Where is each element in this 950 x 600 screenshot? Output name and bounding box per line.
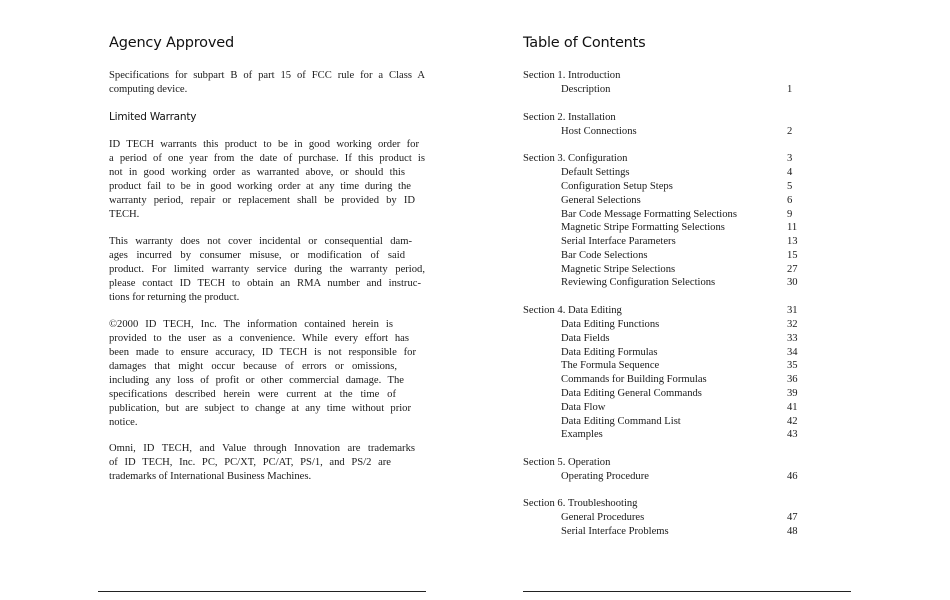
toc-page-number: 9 — [787, 209, 793, 220]
text-line: ages incurred by consumer misuse, or modification of said — [109, 250, 405, 261]
toc-entry[interactable] — [523, 332, 853, 346]
text-line: not in good working order as warranted above, or should this — [109, 167, 405, 178]
right-footer-rule — [523, 591, 851, 592]
toc-title: Section 4. Data Editing — [523, 305, 622, 316]
toc-entry[interactable] — [523, 373, 853, 387]
toc-title: Configuration Setup Steps — [561, 181, 673, 192]
left-page — [109, 0, 429, 600]
toc-entry[interactable] — [523, 428, 853, 442]
toc-section[interactable] — [523, 69, 853, 83]
text-line: computing device. — [109, 84, 188, 95]
toc-page-number: 32 — [787, 319, 798, 330]
toc-title: Default Settings — [561, 167, 630, 178]
text-line: warranty period, repair or replacement shall be provided by ID — [109, 195, 415, 206]
text-line: publication, but are subject to change at any time without prior — [109, 403, 411, 414]
toc-page-number: 41 — [787, 402, 798, 413]
toc-page-number: 1 — [787, 84, 793, 95]
toc-title: Section 3. Configuration — [523, 153, 628, 164]
text-line: including any loss of profit or other commercial damage. The — [109, 375, 404, 386]
text-line: ID TECH warrants this product to be in good working order for — [109, 139, 419, 150]
toc-entry[interactable] — [523, 401, 853, 415]
text-line: Specifications for subpart B of part 15 of FCC rule for a Class A — [109, 70, 425, 81]
text-line: ©2000 ID TECH, Inc. The information contained herein is — [109, 319, 393, 330]
text-line: trademarks of International Business Machines. — [109, 471, 312, 482]
text-line: a period of one year from the date of purchase. If this product is — [109, 153, 425, 164]
toc-entry[interactable] — [523, 415, 853, 429]
text-line: product fail to be in good working order at any time during the — [109, 181, 411, 192]
text-line: provided to the user as a convenience. While every effort has — [109, 333, 409, 344]
toc-title: Data Editing Functions — [561, 319, 660, 330]
toc-title: Bar Code Selections — [561, 250, 648, 261]
toc-title: General Selections — [561, 195, 641, 206]
agency-approved-heading: Agency Approved — [109, 35, 234, 51]
text-line: specifications described herein were current at the time of — [109, 389, 396, 400]
toc-section[interactable] — [523, 111, 853, 125]
toc-title: Reviewing Configuration Selections — [561, 277, 716, 288]
toc-page-number: 47 — [787, 512, 798, 523]
toc-title: Serial Interface Parameters — [561, 236, 676, 247]
toc-page-number: 39 — [787, 388, 798, 399]
toc-page-number: 2 — [787, 126, 793, 137]
right-page — [523, 0, 853, 600]
toc-page-number: 5 — [787, 181, 793, 192]
toc-title: Bar Code Message Formatting Selections — [561, 209, 737, 220]
toc-title: Magnetic Stripe Selections — [561, 264, 676, 275]
text-line: damages that might occur because of errors or omissions, — [109, 361, 397, 372]
toc-title: Section 2. Installation — [523, 112, 616, 123]
toc-page-number: 27 — [787, 264, 798, 275]
text-line: This warranty does not cover incidental or consequential dam- — [109, 236, 412, 247]
toc-title: Section 1. Introduction — [523, 70, 621, 81]
toc-title: Data Editing General Commands — [561, 388, 702, 399]
toc-title: Section 5. Operation — [523, 457, 611, 468]
warranty-paragraph — [109, 138, 425, 222]
toc-page-number: 48 — [787, 526, 798, 537]
toc-page-number: 13 — [787, 236, 798, 247]
toc-entry[interactable] — [523, 263, 853, 277]
toc-page-number: 30 — [787, 277, 798, 288]
copyright-paragraph — [109, 318, 425, 430]
toc-title: Operating Procedure — [561, 471, 649, 482]
toc-page-number: 35 — [787, 360, 798, 371]
text-line: tions for returning the product. — [109, 292, 240, 303]
fcc-statement — [109, 69, 425, 97]
toc-title: Magnetic Stripe Formatting Selections — [561, 222, 725, 233]
toc-entry[interactable] — [523, 83, 853, 97]
toc-entry[interactable] — [523, 525, 853, 539]
toc-page-number: 42 — [787, 416, 798, 427]
limited-warranty-heading: Limited Warranty — [109, 111, 197, 123]
toc-entry[interactable] — [523, 180, 853, 194]
toc-title: Data Flow — [561, 402, 606, 413]
toc-entry[interactable] — [523, 346, 853, 360]
text-line: product. For limited warranty service during the warranty period, — [109, 264, 425, 275]
warranty-exclusions-paragraph — [109, 235, 425, 305]
toc-page-number: 11 — [787, 222, 798, 233]
left-footer-rule — [98, 591, 426, 592]
toc-section[interactable] — [523, 497, 853, 511]
toc-section[interactable] — [523, 456, 853, 470]
toc-entry[interactable] — [523, 276, 853, 290]
text-line: been made to ensure accuracy, ID TECH is not responsible for — [109, 347, 416, 358]
toc-title: Host Connections — [561, 126, 637, 137]
toc-title: Description — [561, 84, 611, 95]
toc-entry[interactable] — [523, 359, 853, 373]
toc-title: General Procedures — [561, 512, 645, 523]
toc-page-number: 3 — [787, 153, 793, 164]
toc-entry[interactable] — [523, 318, 853, 332]
toc-page-number: 34 — [787, 347, 798, 358]
table-of-contents-heading: Table of Contents — [523, 35, 646, 51]
toc-entry[interactable] — [523, 194, 853, 208]
toc-title: Data Editing Formulas — [561, 347, 658, 358]
toc-page-number: 6 — [787, 195, 793, 206]
toc-entry[interactable] — [523, 166, 853, 180]
trademark-paragraph — [109, 442, 425, 484]
toc-page-number: 36 — [787, 374, 798, 385]
toc-title: Commands for Building Formulas — [561, 374, 707, 385]
toc-title: Data Fields — [561, 333, 610, 344]
toc-section[interactable] — [523, 304, 853, 318]
toc-entry[interactable] — [523, 208, 853, 222]
toc-title: The Formula Sequence — [561, 360, 660, 371]
text-line: of ID TECH, Inc. PC, PC/XT, PC/AT, PS/1, and PS/2 are — [109, 457, 391, 468]
text-line: TECH. — [109, 209, 140, 220]
toc-entry[interactable] — [523, 221, 853, 235]
toc-page-number: 43 — [787, 429, 798, 440]
toc-entry[interactable] — [523, 387, 853, 401]
toc-entry[interactable] — [523, 470, 853, 484]
toc-entry[interactable] — [523, 511, 853, 525]
toc-entry[interactable] — [523, 235, 853, 249]
toc-page-number: 31 — [787, 305, 798, 316]
toc-page-number: 33 — [787, 333, 798, 344]
toc-title: Examples — [561, 429, 603, 440]
toc-title: Serial Interface Problems — [561, 526, 669, 537]
toc-entry[interactable] — [523, 125, 853, 139]
toc-page-number: 46 — [787, 471, 798, 482]
toc-page-number: 15 — [787, 250, 798, 261]
toc-title: Section 6. Troubleshooting — [523, 498, 638, 509]
toc-page-number: 4 — [787, 167, 793, 178]
text-line: please contact ID TECH to obtain an RMA number and instruc- — [109, 278, 421, 289]
text-line: notice. — [109, 417, 138, 428]
toc-section[interactable] — [523, 152, 853, 166]
toc-entry[interactable] — [523, 249, 853, 263]
toc-title: Data Editing Command List — [561, 416, 681, 427]
text-line: Omni, ID TECH, and Value through Innovation are trademarks — [109, 443, 415, 454]
